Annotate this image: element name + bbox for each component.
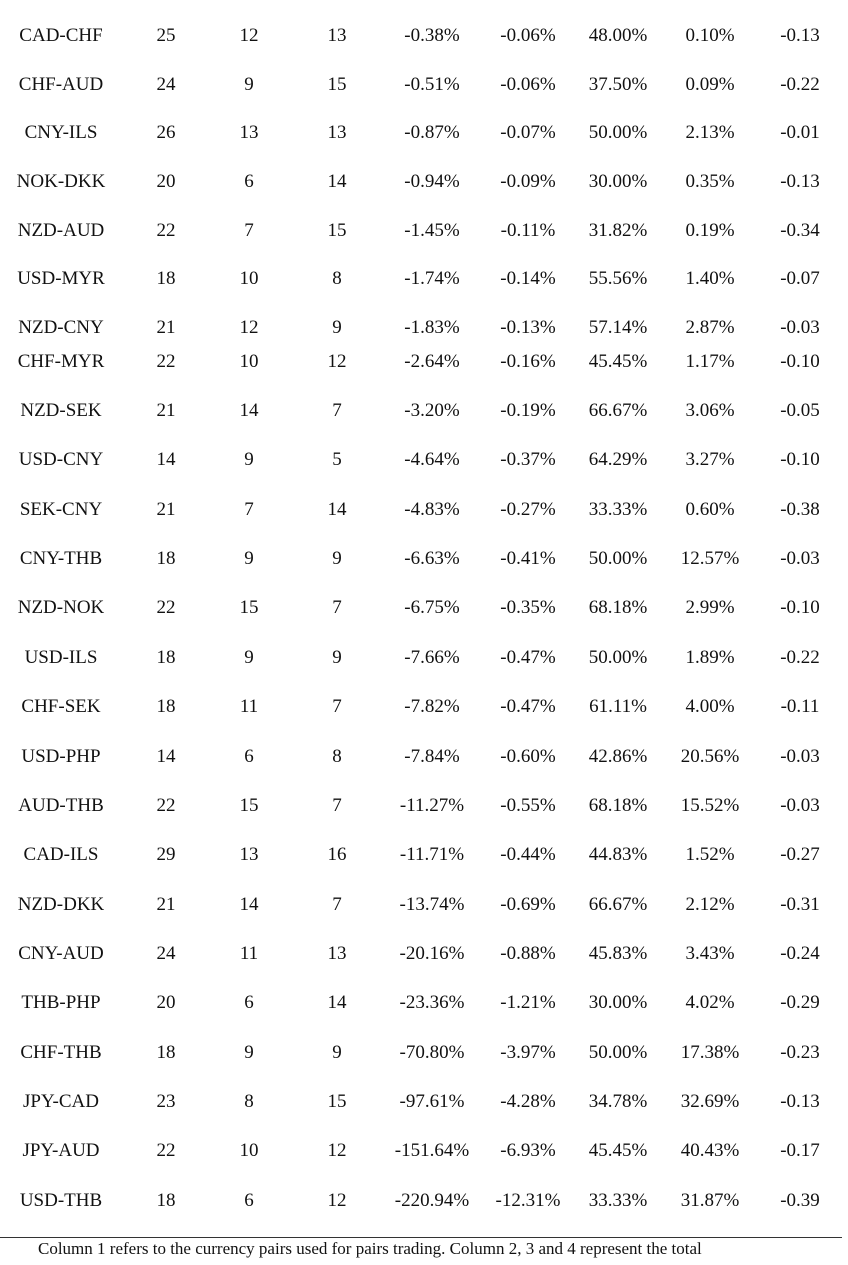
cell-mean-return: -0.13% <box>500 317 556 338</box>
cell-pair: CNY-ILS <box>24 122 98 143</box>
cell-total-trades: 26 <box>156 122 176 143</box>
cell-sharpe-ratio: -0.01 <box>780 122 820 143</box>
cell-total-trades: 21 <box>156 400 176 421</box>
cell-losing-trades: 13 <box>327 122 347 143</box>
cell-profitable-trades: 14 <box>239 894 259 915</box>
cell-total-return: -220.94% <box>394 1190 470 1211</box>
cell-profitable-trades: 15 <box>239 795 259 816</box>
cell-win-rate: 30.00% <box>588 171 648 192</box>
table-row <box>0 1139 848 1163</box>
cell-mean-return: -4.28% <box>500 1091 556 1112</box>
cell-mean-return: -0.41% <box>500 548 556 569</box>
cell-sharpe-ratio: -0.11 <box>780 696 820 717</box>
cell-win-rate: 45.83% <box>588 943 648 964</box>
cell-pair: NZD-NOK <box>17 597 105 618</box>
cell-profitable-trades: 12 <box>239 25 259 46</box>
cell-losing-trades: 8 <box>332 746 342 767</box>
cell-total-return: -20.16% <box>399 943 465 964</box>
cell-sharpe-ratio: -0.39 <box>780 1190 820 1211</box>
cell-losing-trades: 7 <box>332 400 342 421</box>
cell-volatility: 20.56% <box>680 746 740 767</box>
cell-total-trades: 18 <box>156 1042 176 1063</box>
cell-pair: THB-PHP <box>21 992 101 1013</box>
cell-total-trades: 14 <box>156 449 176 470</box>
cell-profitable-trades: 15 <box>239 597 259 618</box>
cell-total-trades: 21 <box>156 499 176 520</box>
cell-mean-return: -0.06% <box>500 74 556 95</box>
cell-total-return: -11.27% <box>399 795 465 816</box>
cell-total-trades: 22 <box>156 597 176 618</box>
cell-total-trades: 14 <box>156 746 176 767</box>
cell-pair: CHF-THB <box>20 1042 102 1063</box>
cell-mean-return: -0.47% <box>500 696 556 717</box>
cell-pair: CNY-AUD <box>18 943 104 964</box>
cell-mean-return: -0.60% <box>500 746 556 767</box>
cell-win-rate: 55.56% <box>588 268 648 289</box>
cell-total-trades: 22 <box>156 220 176 241</box>
cell-pair: CNY-THB <box>19 548 103 569</box>
cell-total-return: -23.36% <box>399 992 465 1013</box>
cell-total-return: -7.82% <box>404 696 460 717</box>
cell-mean-return: -0.44% <box>500 844 556 865</box>
cell-sharpe-ratio: -0.23 <box>780 1042 820 1063</box>
table-row <box>0 1041 848 1065</box>
table-row <box>0 695 848 719</box>
cell-profitable-trades: 12 <box>239 317 259 338</box>
cell-total-trades: 18 <box>156 647 176 668</box>
cell-volatility: 0.35% <box>685 171 735 192</box>
cell-sharpe-ratio: -0.03 <box>780 548 820 569</box>
cell-total-return: -0.51% <box>404 74 460 95</box>
table-row <box>0 794 848 818</box>
cell-profitable-trades: 9 <box>244 1042 254 1063</box>
table-row <box>0 448 848 472</box>
cell-profitable-trades: 7 <box>244 220 254 241</box>
cell-losing-trades: 13 <box>327 25 347 46</box>
cell-win-rate: 50.00% <box>588 122 648 143</box>
cell-pair: CHF-SEK <box>21 696 101 717</box>
cell-win-rate: 50.00% <box>588 647 648 668</box>
cell-sharpe-ratio: -0.05 <box>780 400 820 421</box>
table-row <box>0 843 848 867</box>
cell-profitable-trades: 10 <box>239 351 259 372</box>
cell-volatility: 0.09% <box>685 74 735 95</box>
table-footnote: Column 1 refers to the currency pairs used for pairs trading. Column 2, 3 and 4 represent the total <box>38 1239 702 1258</box>
cell-pair: NZD-CNY <box>18 317 104 338</box>
cell-win-rate: 33.33% <box>588 499 648 520</box>
cell-total-trades: 18 <box>156 1190 176 1211</box>
cell-total-return: -1.83% <box>404 317 460 338</box>
cell-profitable-trades: 11 <box>239 943 259 964</box>
cell-volatility: 3.06% <box>685 400 735 421</box>
cell-pair: JPY-CAD <box>22 1091 100 1112</box>
cell-mean-return: -0.37% <box>500 449 556 470</box>
cell-mean-return: -0.14% <box>500 268 556 289</box>
cell-total-return: -70.80% <box>399 1042 465 1063</box>
cell-volatility: 40.43% <box>680 1140 740 1161</box>
cell-pair: CHF-MYR <box>17 351 105 372</box>
cell-sharpe-ratio: -0.10 <box>780 597 820 618</box>
cell-sharpe-ratio: -0.29 <box>780 992 820 1013</box>
cell-total-return: -7.66% <box>404 647 460 668</box>
cell-losing-trades: 7 <box>332 597 342 618</box>
table-row <box>0 498 848 522</box>
table-row <box>0 547 848 571</box>
table-row <box>0 1090 848 1114</box>
cell-total-return: -11.71% <box>399 844 465 865</box>
cell-total-trades: 21 <box>156 317 176 338</box>
cell-mean-return: -0.35% <box>500 597 556 618</box>
table-row <box>0 399 848 423</box>
cell-volatility: 3.27% <box>685 449 735 470</box>
cell-win-rate: 64.29% <box>588 449 648 470</box>
cell-mean-return: -0.88% <box>500 943 556 964</box>
table-row <box>0 121 848 145</box>
cell-pair: NZD-SEK <box>20 400 102 421</box>
cell-volatility: 3.43% <box>685 943 735 964</box>
cell-total-trades: 20 <box>156 171 176 192</box>
cell-win-rate: 37.50% <box>588 74 648 95</box>
cell-total-trades: 22 <box>156 351 176 372</box>
cell-volatility: 0.10% <box>685 25 735 46</box>
cell-mean-return: -0.11% <box>500 220 556 241</box>
cell-total-return: -3.20% <box>404 400 460 421</box>
cell-win-rate: 45.45% <box>588 1140 648 1161</box>
cell-losing-trades: 9 <box>332 1042 342 1063</box>
cell-total-trades: 29 <box>156 844 176 865</box>
cell-pair: USD-THB <box>19 1190 103 1211</box>
cell-losing-trades: 5 <box>332 449 342 470</box>
cell-total-return: -6.75% <box>404 597 460 618</box>
cell-win-rate: 30.00% <box>588 992 648 1013</box>
cell-mean-return: -6.93% <box>500 1140 556 1161</box>
cell-total-return: -97.61% <box>399 1091 465 1112</box>
cell-win-rate: 33.33% <box>588 1190 648 1211</box>
cell-losing-trades: 9 <box>332 548 342 569</box>
cell-mean-return: -0.06% <box>500 25 556 46</box>
cell-win-rate: 42.86% <box>588 746 648 767</box>
cell-sharpe-ratio: -0.13 <box>780 171 820 192</box>
cell-win-rate: 66.67% <box>588 400 648 421</box>
cell-volatility: 2.13% <box>685 122 735 143</box>
cell-volatility: 12.57% <box>680 548 740 569</box>
cell-win-rate: 50.00% <box>588 548 648 569</box>
cell-win-rate: 68.18% <box>588 795 648 816</box>
cell-profitable-trades: 6 <box>244 1190 254 1211</box>
cell-pair: USD-PHP <box>21 746 101 767</box>
cell-volatility: 2.87% <box>685 317 735 338</box>
cell-total-trades: 18 <box>156 268 176 289</box>
cell-profitable-trades: 9 <box>244 74 254 95</box>
cell-total-return: -0.94% <box>404 171 460 192</box>
cell-pair: USD-MYR <box>17 268 105 289</box>
cell-pair: USD-ILS <box>24 647 98 668</box>
cell-losing-trades: 7 <box>332 696 342 717</box>
cell-losing-trades: 15 <box>327 74 347 95</box>
cell-total-return: -0.38% <box>404 25 460 46</box>
cell-win-rate: 66.67% <box>588 894 648 915</box>
cell-losing-trades: 13 <box>327 943 347 964</box>
cell-volatility: 31.87% <box>680 1190 740 1211</box>
cell-profitable-trades: 13 <box>239 844 259 865</box>
cell-profitable-trades: 8 <box>244 1091 254 1112</box>
cell-volatility: 17.38% <box>680 1042 740 1063</box>
cell-losing-trades: 16 <box>327 844 347 865</box>
cell-win-rate: 48.00% <box>588 25 648 46</box>
cell-volatility: 0.60% <box>685 499 735 520</box>
table-row <box>0 1189 848 1213</box>
cell-profitable-trades: 11 <box>239 696 259 717</box>
table-row <box>0 942 848 966</box>
cell-sharpe-ratio: -0.03 <box>780 317 820 338</box>
cell-win-rate: 61.11% <box>589 696 647 717</box>
cell-losing-trades: 12 <box>327 1140 347 1161</box>
cell-volatility: 0.19% <box>685 220 735 241</box>
cell-total-return: -13.74% <box>399 894 465 915</box>
cell-volatility: 4.00% <box>685 696 735 717</box>
cell-total-return: -151.64% <box>394 1140 470 1161</box>
cell-losing-trades: 8 <box>332 268 342 289</box>
cell-total-return: -0.87% <box>404 122 460 143</box>
cell-volatility: 1.40% <box>685 268 735 289</box>
cell-win-rate: 31.82% <box>588 220 648 241</box>
cell-total-return: -6.63% <box>404 548 460 569</box>
cell-pair: CHF-AUD <box>18 74 104 95</box>
cell-mean-return: -0.09% <box>500 171 556 192</box>
cell-profitable-trades: 6 <box>244 992 254 1013</box>
table-row <box>0 745 848 769</box>
cell-losing-trades: 14 <box>327 992 347 1013</box>
cell-volatility: 4.02% <box>685 992 735 1013</box>
cell-mean-return: -0.69% <box>500 894 556 915</box>
cell-total-trades: 22 <box>156 795 176 816</box>
cell-win-rate: 44.83% <box>588 844 648 865</box>
cell-losing-trades: 12 <box>327 1190 347 1211</box>
table-row <box>0 170 848 194</box>
cell-sharpe-ratio: -0.34 <box>780 220 820 241</box>
table-row <box>0 893 848 917</box>
cell-total-return: -4.64% <box>404 449 460 470</box>
table-row <box>0 991 848 1015</box>
table-row <box>0 316 848 340</box>
cell-profitable-trades: 6 <box>244 746 254 767</box>
cell-total-trades: 22 <box>156 1140 176 1161</box>
cell-win-rate: 50.00% <box>588 1042 648 1063</box>
cell-sharpe-ratio: -0.17 <box>780 1140 820 1161</box>
cell-sharpe-ratio: -0.31 <box>780 894 820 915</box>
cell-losing-trades: 9 <box>332 317 342 338</box>
cell-pair: NZD-AUD <box>17 220 105 241</box>
cell-volatility: 2.99% <box>685 597 735 618</box>
table-row <box>0 350 848 374</box>
cell-pair: USD-CNY <box>18 449 104 470</box>
cell-profitable-trades: 9 <box>244 449 254 470</box>
cell-total-return: -1.45% <box>404 220 460 241</box>
cell-losing-trades: 12 <box>327 351 347 372</box>
table-row <box>0 646 848 670</box>
cell-profitable-trades: 9 <box>244 548 254 569</box>
cell-volatility: 1.89% <box>685 647 735 668</box>
cell-sharpe-ratio: -0.10 <box>780 449 820 470</box>
cell-mean-return: -0.55% <box>500 795 556 816</box>
cell-losing-trades: 14 <box>327 499 347 520</box>
cell-pair: NZD-DKK <box>17 894 105 915</box>
cell-sharpe-ratio: -0.22 <box>780 647 820 668</box>
cell-pair: JPY-AUD <box>22 1140 100 1161</box>
cell-volatility: 1.52% <box>685 844 735 865</box>
cell-total-return: -4.83% <box>404 499 460 520</box>
cell-total-return: -1.74% <box>404 268 460 289</box>
cell-profitable-trades: 10 <box>239 1140 259 1161</box>
cell-losing-trades: 15 <box>327 1091 347 1112</box>
table-row <box>0 24 848 48</box>
cell-total-trades: 24 <box>156 74 176 95</box>
cell-mean-return: -0.16% <box>500 351 556 372</box>
table-row <box>0 219 848 243</box>
cell-total-trades: 20 <box>156 992 176 1013</box>
cell-losing-trades: 14 <box>327 171 347 192</box>
cell-sharpe-ratio: -0.24 <box>780 943 820 964</box>
cell-win-rate: 57.14% <box>588 317 648 338</box>
cell-profitable-trades: 9 <box>244 647 254 668</box>
cell-win-rate: 68.18% <box>588 597 648 618</box>
cell-sharpe-ratio: -0.07 <box>780 268 820 289</box>
cell-total-return: -2.64% <box>404 351 460 372</box>
cell-sharpe-ratio: -0.10 <box>780 351 820 372</box>
cell-profitable-trades: 6 <box>244 171 254 192</box>
cell-mean-return: -12.31% <box>495 1190 561 1211</box>
cell-sharpe-ratio: -0.27 <box>780 844 820 865</box>
cell-profitable-trades: 7 <box>244 499 254 520</box>
table-row <box>0 596 848 620</box>
table-row <box>0 73 848 97</box>
cell-pair: CAD-CHF <box>19 25 103 46</box>
cell-losing-trades: 9 <box>332 647 342 668</box>
cell-losing-trades: 15 <box>327 220 347 241</box>
cell-volatility: 1.17% <box>685 351 735 372</box>
cell-mean-return: -0.07% <box>500 122 556 143</box>
cell-total-trades: 23 <box>156 1091 176 1112</box>
cell-pair: NOK-DKK <box>16 171 106 192</box>
cell-win-rate: 45.45% <box>588 351 648 372</box>
table-row <box>0 267 848 291</box>
cell-mean-return: -0.27% <box>500 499 556 520</box>
cell-profitable-trades: 14 <box>239 400 259 421</box>
cell-total-trades: 21 <box>156 894 176 915</box>
cell-pair: CAD-ILS <box>23 844 99 865</box>
cell-volatility: 32.69% <box>680 1091 740 1112</box>
cell-volatility: 15.52% <box>680 795 740 816</box>
cell-mean-return: -0.19% <box>500 400 556 421</box>
cell-mean-return: -3.97% <box>500 1042 556 1063</box>
cell-total-trades: 24 <box>156 943 176 964</box>
cell-profitable-trades: 10 <box>239 268 259 289</box>
cell-sharpe-ratio: -0.38 <box>780 499 820 520</box>
cell-sharpe-ratio: -0.13 <box>780 25 820 46</box>
cell-total-trades: 25 <box>156 25 176 46</box>
cell-total-trades: 18 <box>156 548 176 569</box>
cell-pair: AUD-THB <box>18 795 104 816</box>
cell-losing-trades: 7 <box>332 894 342 915</box>
cell-sharpe-ratio: -0.22 <box>780 74 820 95</box>
cell-losing-trades: 7 <box>332 795 342 816</box>
cell-total-trades: 18 <box>156 696 176 717</box>
cell-mean-return: -1.21% <box>500 992 556 1013</box>
cell-profitable-trades: 13 <box>239 122 259 143</box>
cell-total-return: -7.84% <box>404 746 460 767</box>
cell-sharpe-ratio: -0.03 <box>780 795 820 816</box>
cell-sharpe-ratio: -0.13 <box>780 1091 820 1112</box>
cell-win-rate: 34.78% <box>588 1091 648 1112</box>
cell-pair: SEK-CNY <box>19 499 103 520</box>
cell-volatility: 2.12% <box>685 894 735 915</box>
cell-sharpe-ratio: -0.03 <box>780 746 820 767</box>
cell-mean-return: -0.47% <box>500 647 556 668</box>
